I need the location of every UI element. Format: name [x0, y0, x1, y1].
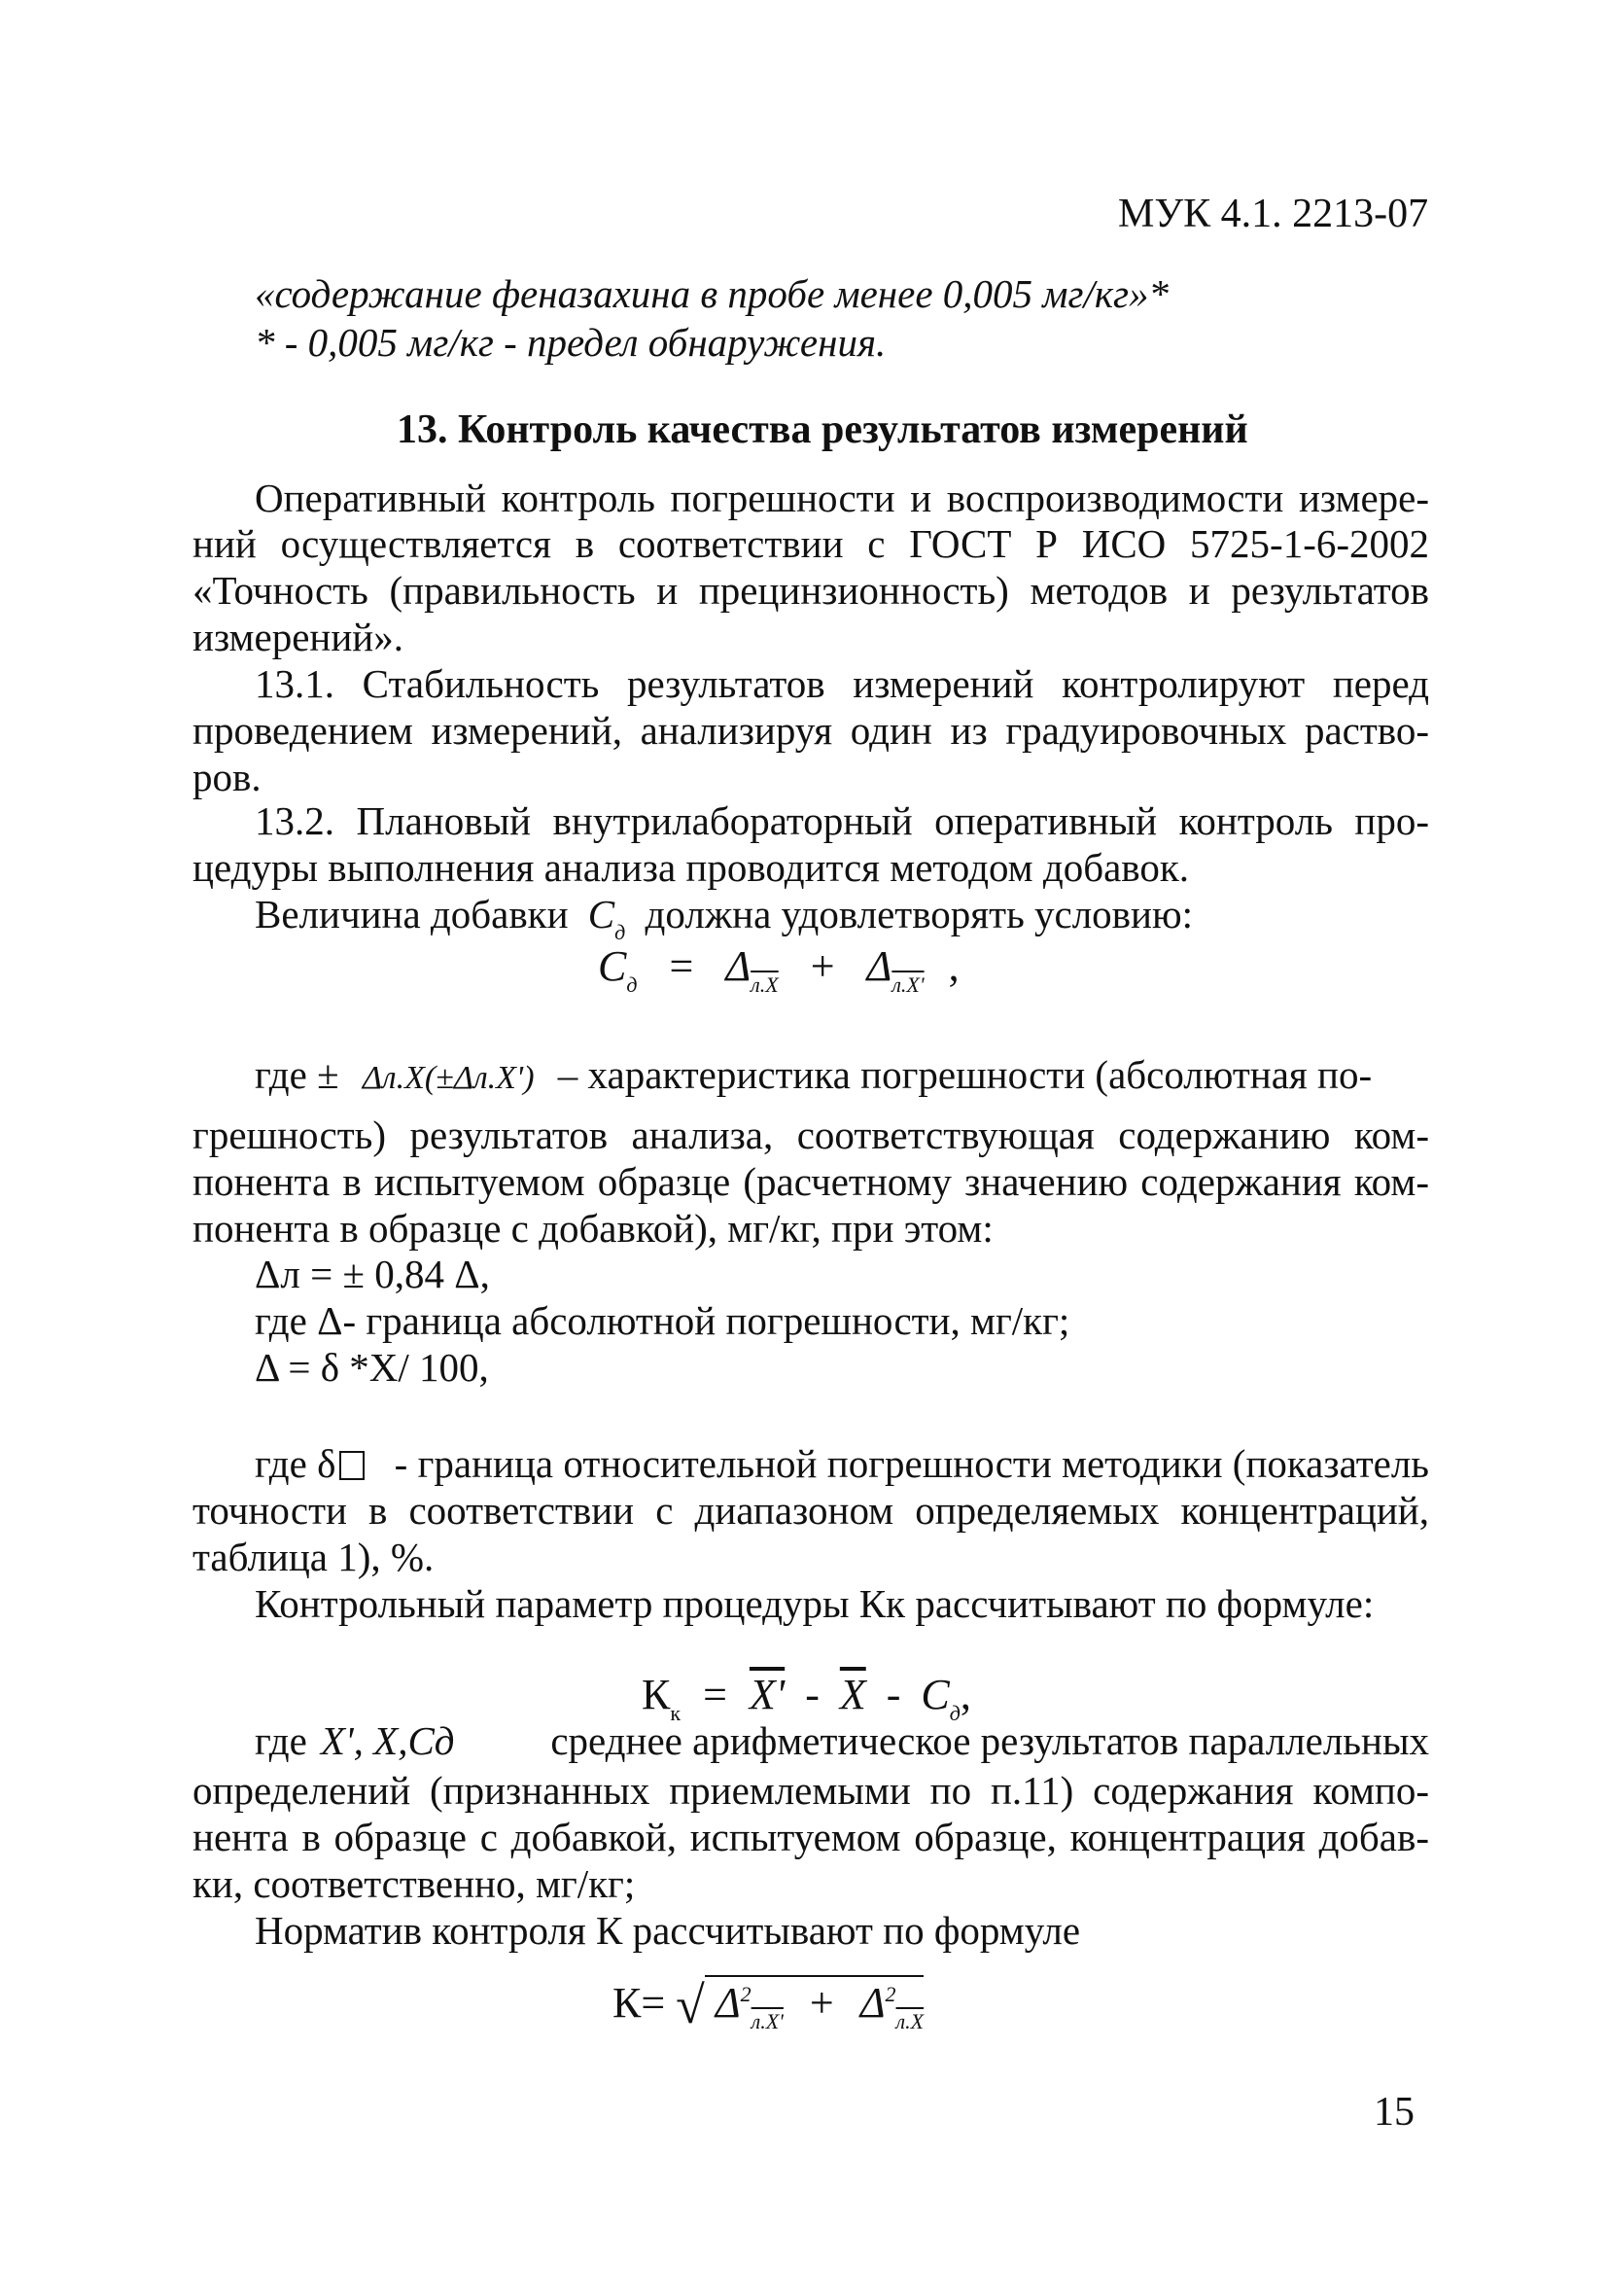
error-expression: Δл.X(±Δл.X') — [362, 1060, 535, 1096]
relative-error-line: где δ - граница относительной погрешности методики (показатель — [255, 1441, 1429, 1486]
equation-line: Δл = ± 0,84 Δ, — [255, 1252, 490, 1296]
error-characteristic-line: где ± Δл.X(±Δл.X') – характеристика погрешности (абсолютная по- — [255, 1052, 1373, 1097]
paragraph-line: 13.1. Стабильность результатов измерений контролируют перед — [255, 661, 1429, 706]
paragraph-line: Оперативный контроль погрешности и воспроизводимости измере- — [255, 476, 1429, 520]
detection-limit-note: * - 0,005 мг/кг - предел обнаружения. — [255, 320, 887, 365]
sqrt-symbol: √ — [676, 1976, 705, 2034]
control-norm-formula: К= √ $\Delta^2_{л.X'} + \Delta^2_{л.X}$ — [612, 1976, 925, 2034]
variables-definition-line: где X', X,Cд среднее арифметическое результатов параллельных — [255, 1718, 1429, 1763]
control-parameter-formula: $К_к = X' - \overline{X} - C_д$, — [642, 1671, 971, 1725]
paragraph-line: ров. — [192, 755, 262, 799]
control-norm-intro: Норматив контроля К рассчитывают по формуле — [255, 1908, 1081, 1953]
variables-symbols: X', X,Cд — [320, 1718, 455, 1763]
additive-symbol: $C_д$ — [587, 892, 626, 944]
equation-line: Δ = δ *X/ 100, — [255, 1345, 489, 1390]
additive-label: Величина добавки — [255, 892, 569, 936]
paragraph-line: понента в испытуемом образце (расчетному значению содержания ком- — [192, 1159, 1429, 1204]
paragraph-line: грешность) результатов анализа, соответствующая содержанию ком- — [192, 1113, 1429, 1157]
result-note-line: «содержание феназахина в пробе менее 0,005 мг/кг»* — [255, 271, 1170, 316]
paragraph-line: нента в образце с добавкой, испытуемом образце, концентрация добав- — [192, 1815, 1429, 1859]
paragraph-line: таблица 1), %. — [192, 1535, 435, 1579]
additive-condition-line — [255, 890, 1193, 945]
additive-formula: $C_д = \Delta_{л.X} + \Delta_{л.X'}$ , — [598, 942, 960, 997]
paragraph-line: понента в образце с добавкой), мг/кг, при этом: — [192, 1206, 994, 1251]
document-code: МУК 4.1. 2213-07 — [1118, 192, 1429, 236]
paragraph-line: 13.2. Плановый внутрилабораторный оперативный контроль про- — [255, 798, 1429, 843]
paragraph-line: точности в соответствии с диапазоном определяемых концентраций, — [192, 1488, 1429, 1533]
equation-explanation: где Δ- граница абсолютной погрешности, мг/кг; — [255, 1298, 1070, 1343]
paragraph-line: ний осуществляется в соответствии с ГОСТ Р ИСО 5725-1-6-2002 — [192, 521, 1429, 566]
paragraph-line: «Точность (правильность и прецинзионность) методов и результатов — [192, 568, 1429, 613]
section-title: 13. Контроль качества результатов измерений — [397, 407, 1248, 452]
control-parameter-intro: Контрольный параметр процедуры Кк рассчитывают по формуле: — [255, 1581, 1375, 1626]
additive-condition-text: должна удовлетворять условию: — [645, 892, 1193, 936]
paragraph-line: ки, соответственно, мг/кг; — [192, 1861, 636, 1906]
missing-glyph-box — [339, 1451, 365, 1480]
paragraph-line: измерений». — [192, 615, 403, 659]
paragraph-line: определений (признанных приемлемыми по п.11) содержания компо- — [192, 1768, 1429, 1813]
paragraph-line: цедуры выполнения анализа проводится методом добавок. — [192, 845, 1190, 890]
page-number: 15 — [1374, 2090, 1415, 2135]
paragraph-line: проведением измерений, анализируя один из градуировочных раство- — [192, 708, 1429, 753]
